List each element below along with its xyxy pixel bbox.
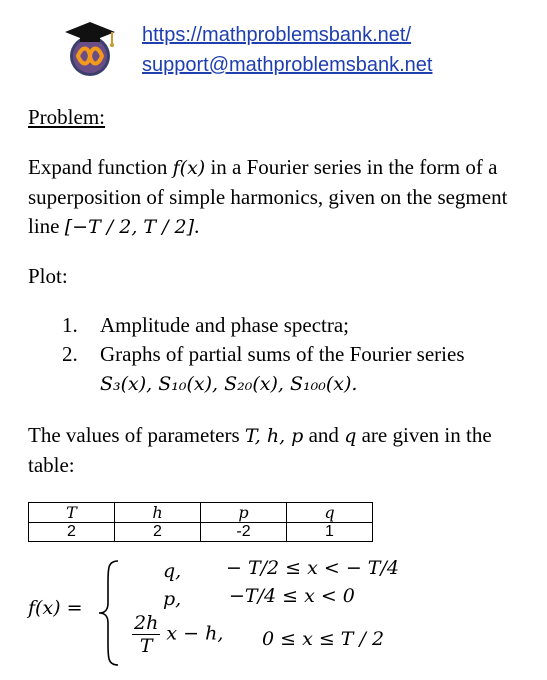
case-1-condition: − T/2 ≤ x < − T/4 xyxy=(226,557,399,579)
case-1-expr: q, xyxy=(163,560,182,582)
contact-links xyxy=(142,20,432,80)
plot-heading: Plot: xyxy=(28,264,68,288)
table-cell: 2 xyxy=(29,523,115,542)
table-cell: -2 xyxy=(201,523,287,542)
table-cell: 1 xyxy=(287,523,373,542)
partial-sums: S₃(x), S₁₀(x), S₂₀(x), S₁₀₀(x). xyxy=(100,373,358,395)
problem-heading: Problem: xyxy=(28,105,105,129)
plot-list xyxy=(62,311,522,399)
table-cell: 2 xyxy=(115,523,201,542)
fraction: $\frac{2h}{T}$ xyxy=(134,612,159,657)
parameters-statement: The values of parameters T, h, p and q are given in the table: xyxy=(28,423,492,477)
table-header-row xyxy=(29,503,373,523)
parameters-table xyxy=(28,502,373,542)
table-header-cell: q xyxy=(287,503,373,523)
left-brace xyxy=(96,558,122,668)
mathproblemsbank-logo xyxy=(60,10,130,80)
email-link[interactable]: support@mathproblemsbank.net xyxy=(142,54,433,76)
table-header-cell: T xyxy=(29,503,115,523)
function-symbol: f(x) xyxy=(172,157,206,179)
case-2-condition: −T/4 ≤ x < 0 xyxy=(229,585,355,607)
case-2-expr: p, xyxy=(163,588,182,610)
interval: [−T / 2, T / 2] xyxy=(64,216,195,238)
list-item: 2. Graphs of partial sums of the Fourier series S₃(x), S₁₀(x), S₂₀(x), S₁₀₀(x). xyxy=(62,342,465,395)
table-row xyxy=(29,523,373,542)
list-item: 1. Amplitude and phase spectra; xyxy=(62,313,350,337)
case-3-condition: 0 ≤ x ≤ T / 2 xyxy=(262,628,385,650)
table-header-cell: h xyxy=(115,503,201,523)
case-3-expr: $\frac{2h}{T}$ x − h, xyxy=(134,612,224,657)
problem-statement: Expand function f(x) in a Fourier series in the form of a superposition of simple harmonics, given on the segment line [−T / 2, T / 2]. xyxy=(28,155,508,238)
piecewise-lhs: f(x) = xyxy=(28,597,83,619)
website-link[interactable]: https://mathproblemsbank.net/ xyxy=(142,24,412,46)
table-header-cell: p xyxy=(201,503,287,523)
